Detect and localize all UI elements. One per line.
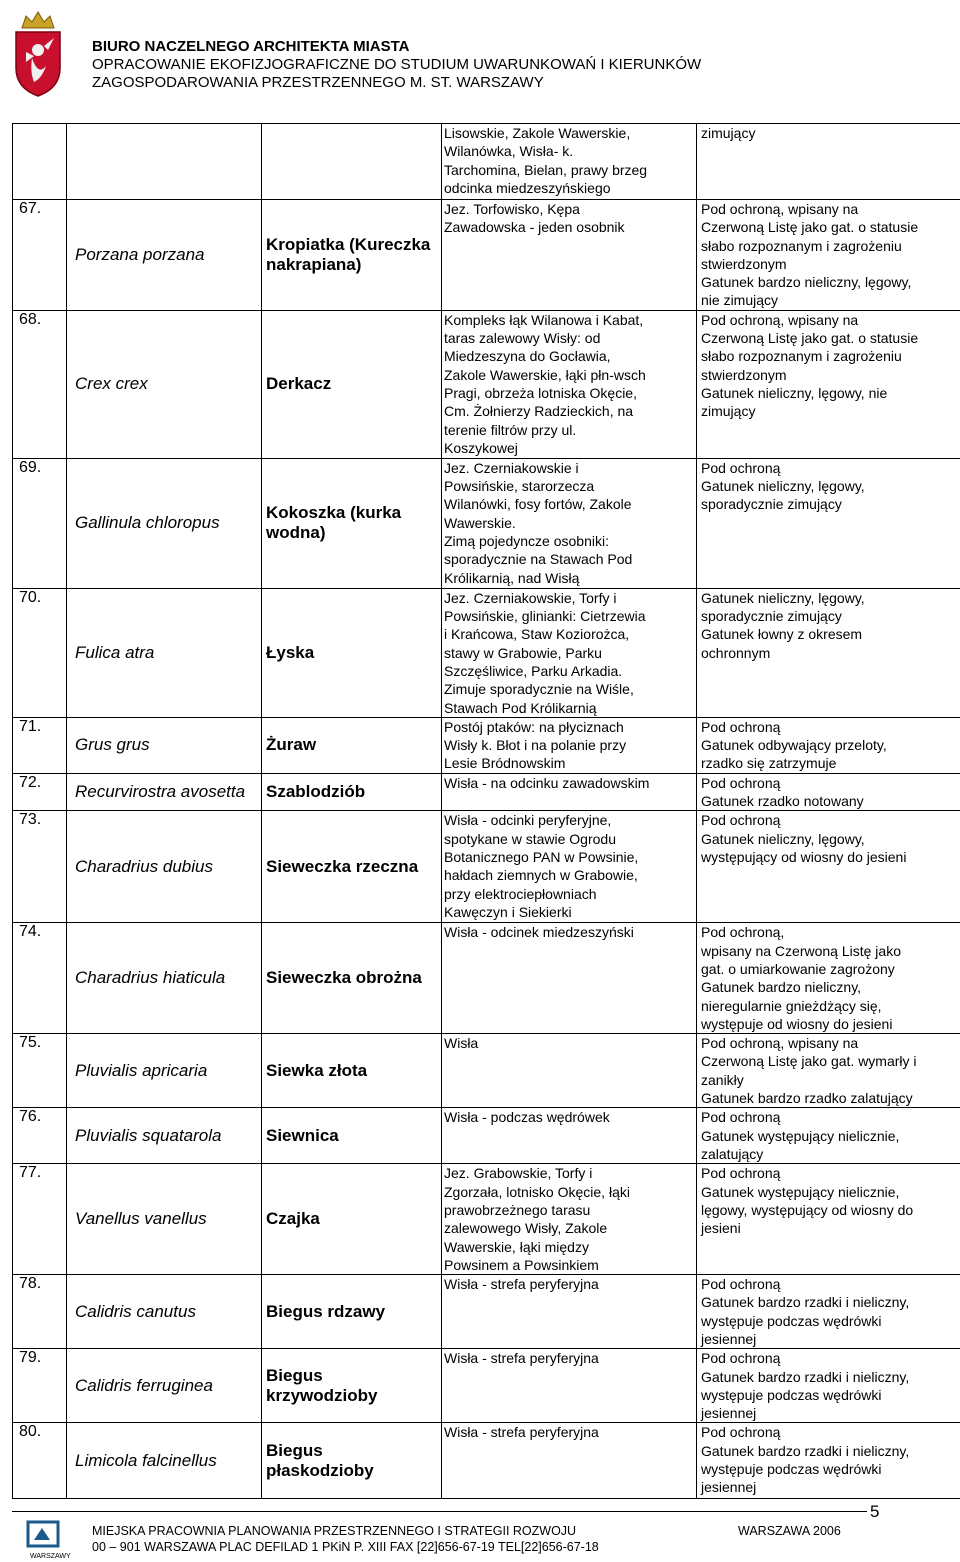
- status-line: Pod ochroną: [701, 718, 781, 735]
- row-number-text: 70.: [19, 588, 42, 606]
- polish-name: Sieweczka rzeczna: [266, 856, 419, 876]
- status-line: Gatunek bardzo rzadki i nieliczny,: [701, 1368, 910, 1385]
- location-line: Wilanówka, Wisła- k.: [444, 143, 574, 160]
- row-number: [13, 310, 67, 458]
- location-cell: [442, 1108, 697, 1164]
- polish-name-cell: [262, 1164, 442, 1275]
- location-line: Wisła - podczas wędrówek: [444, 1109, 610, 1126]
- status-line: zalatujący: [701, 1145, 764, 1162]
- row-number: [13, 458, 67, 588]
- table-row: [13, 310, 960, 458]
- row-number: [13, 1423, 67, 1499]
- location-cell: [442, 458, 697, 588]
- row-number-text: 79.: [19, 1349, 42, 1367]
- status-line: nieregularnie gnieżdżący się,: [701, 997, 882, 1014]
- status-line: jesiennej: [701, 1479, 757, 1496]
- latin-name: Charadrius dubius: [75, 856, 213, 876]
- table-row: [13, 200, 960, 311]
- status-cell: [697, 773, 960, 811]
- status-line: występuje od wiosny do jesieni: [701, 1015, 893, 1032]
- location-line: Miedzeszyna do Gocławia,: [444, 348, 611, 365]
- location-line: Jez. Czerniakowskie i: [444, 459, 579, 476]
- location-line: Zgorzała, lotnisko Okęcie, łąki: [444, 1183, 630, 1200]
- row-number-text: 76.: [19, 1108, 42, 1126]
- location-line: i Krańcowa, Staw Koziorożca,: [444, 626, 630, 643]
- location-cell: [442, 1164, 697, 1275]
- table-row: [13, 923, 960, 1034]
- location-line: Wisła - odcinek miedzeszyński: [444, 924, 634, 941]
- polish-name-cell: [262, 717, 442, 773]
- status-line: Pod ochroną: [701, 459, 781, 476]
- warsaw-coat-of-arms-icon: [12, 6, 64, 98]
- row-number: [13, 1275, 67, 1349]
- row-number: [13, 1349, 67, 1423]
- table-row: [13, 773, 960, 811]
- latin-name-cell: [67, 717, 262, 773]
- polish-name: Siewnica: [266, 1125, 339, 1145]
- table-row: [13, 1349, 960, 1423]
- status-line: Pod ochroną, wpisany na: [701, 311, 859, 328]
- table-row: [13, 811, 960, 923]
- polish-name: Czajka: [266, 1209, 320, 1229]
- location-cell: [442, 773, 697, 811]
- status-line: Gatunek nieliczny, lęgowy, nie: [701, 384, 888, 401]
- table-row: [13, 588, 960, 717]
- location-line: Cm. Żołnierzy Radzieckich, na: [444, 403, 634, 420]
- status-line: Czerwoną Listę jako gat. o statusie: [701, 330, 919, 347]
- logo-caption: WARSZAWY: [30, 1553, 71, 1560]
- status-line: gat. o umiarkowanie zagrożony: [701, 960, 895, 977]
- status-line: jesiennej: [701, 1330, 757, 1347]
- latin-name: Recurvirostra avosetta: [75, 782, 246, 802]
- header-office-name: BIURO NACZELNEGO ARCHITEKTA MIASTA: [92, 38, 410, 55]
- location-line: Wisła - strefa peryferyjna: [444, 1424, 599, 1441]
- species-table: [12, 123, 960, 1499]
- latin-name-cell: [67, 1034, 262, 1108]
- latin-name: Pluvialis apricaria: [75, 1060, 208, 1080]
- polish-name-cell: [262, 1349, 442, 1423]
- latin-name-cell: [67, 1108, 262, 1164]
- location-line: Lesie Bródnowskim: [444, 755, 566, 772]
- polish-name-cell: [262, 1034, 442, 1108]
- status-line: Pod ochroną: [701, 1109, 781, 1126]
- status-line: Pod ochroną, wpisany na: [701, 201, 859, 217]
- table-row: [13, 1164, 960, 1275]
- polish-name-cell: [262, 588, 442, 717]
- table-row: [13, 124, 960, 200]
- status-line: Pod ochroną, wpisany na: [701, 1035, 859, 1052]
- status-line: Pod ochroną: [701, 1424, 781, 1441]
- location-line: Królikarnią, nad Wisłą: [444, 569, 580, 586]
- location-line: Wilanówki, fosy fortów, Zakole: [444, 496, 632, 513]
- location-cell: [442, 1034, 697, 1108]
- row-number: [13, 200, 67, 311]
- status-line: słabo rozpoznanym i zagrożeniu: [701, 237, 902, 254]
- location-line: Zawadowska - jeden osobnik: [444, 219, 625, 236]
- location-cell: [442, 1275, 697, 1349]
- latin-name: Pluvialis squatarola: [75, 1125, 222, 1145]
- row-number: [13, 124, 67, 200]
- row-number-text: 68.: [19, 310, 42, 328]
- status-cell: [697, 811, 960, 923]
- polish-name: Kokoszka (kurka wodna): [266, 503, 402, 543]
- status-line: rzadko się zatrzymuje: [701, 755, 837, 772]
- status-line: Gatunek bardzo nieliczny,: [701, 979, 862, 996]
- header-project-line-1: OPRACOWANIE EKOFIZJOGRAFICZNE DO STUDIUM UWARUNKOWAŃ I KIERUNKÓW: [92, 56, 702, 73]
- polish-name: Siewka złota: [266, 1060, 368, 1080]
- location-line: stawy w Grabowie, Parku: [444, 644, 602, 661]
- header-project-line-2: ZAGOSPODAROWANIA PRZESTRZENNEGO M. ST. WARSZAWY: [92, 74, 544, 91]
- location-line: Wisła - strefa peryferyjna: [444, 1350, 599, 1367]
- location-line: Wawerskie, łąki między: [444, 1238, 589, 1255]
- location-line: Wisła - odcinki peryferyjne,: [444, 812, 612, 829]
- footer-institution: MIEJSKA PRACOWNIA PLANOWANIA PRZESTRZENNEGO I STRATEGII ROZWOJU: [92, 1524, 577, 1538]
- location-line: Jez. Grabowskie, Torfy i: [444, 1165, 593, 1182]
- row-number: [13, 923, 67, 1034]
- location-line: spotykane w stawie Ogrodu: [444, 830, 616, 847]
- status-line: słabo rozpoznanym i zagrożeniu: [701, 348, 902, 365]
- status-cell: [697, 588, 960, 717]
- location-cell: [442, 717, 697, 773]
- location-line: prawobrzeżnego tarasu: [444, 1201, 591, 1218]
- table-row: [13, 1034, 960, 1108]
- status-line: Gatunek odbywający przeloty,: [701, 737, 887, 754]
- latin-name: Porzana porzana: [75, 244, 205, 264]
- row-number-text: 72.: [19, 773, 42, 791]
- status-line: Gatunek nieliczny, lęgowy,: [701, 589, 865, 606]
- polish-name: Żuraw: [266, 735, 317, 755]
- location-line: Lisowskie, Zakole Wawerskie,: [444, 125, 631, 141]
- location-line: Powsińskie, glinianki: Cietrzewia: [444, 608, 646, 625]
- polish-name: Biegus krzywodzioby: [266, 1365, 378, 1405]
- row-number: [13, 1034, 67, 1108]
- polish-name-cell: [262, 923, 442, 1034]
- polish-name-cell: [262, 1108, 442, 1164]
- location-cell: [442, 923, 697, 1034]
- latin-name: Grus grus: [75, 735, 150, 755]
- status-line: Pod ochroną: [701, 774, 781, 791]
- location-line: Wawerskie.: [444, 514, 516, 531]
- location-line: Tarchomina, Bielan, prawy brzeg: [444, 161, 648, 178]
- latin-name-cell: [67, 1275, 262, 1349]
- latin-name-cell: [67, 811, 262, 923]
- row-number-text: 75.: [19, 1034, 42, 1052]
- status-line: występuje podczas wędrówki: [701, 1461, 882, 1478]
- location-line: Kawęczyn i Siekierki: [444, 903, 572, 920]
- status-cell: [697, 310, 960, 458]
- polish-name: Łyska: [266, 642, 315, 662]
- row-number: [13, 717, 67, 773]
- polish-name-cell: [262, 811, 442, 923]
- status-line: stwierdzonym: [701, 255, 787, 272]
- status-line: wpisany na Czerwoną Listę jako: [701, 942, 901, 959]
- polish-name-cell: [262, 1423, 442, 1499]
- polish-name: Derkacz: [266, 374, 332, 394]
- location-line: Kompleks łąk Wilanowa i Kabat,: [444, 311, 644, 328]
- status-line: stwierdzonym: [701, 366, 787, 383]
- row-number-text: 67.: [19, 200, 42, 217]
- status-cell: [697, 200, 960, 311]
- latin-name: Fulica atra: [75, 642, 155, 662]
- location-line: Powsińskie, starorzecza: [444, 478, 595, 495]
- location-line: Pragi, obrzeża lotniska Okęcie,: [444, 384, 637, 401]
- latin-name-cell: [67, 200, 262, 311]
- latin-name: Calidris canutus: [75, 1301, 196, 1321]
- latin-name: Gallinula chloropus: [75, 513, 220, 533]
- status-line: Pod ochroną: [701, 812, 781, 829]
- location-line: terenie filtrów przy ul.: [444, 421, 577, 438]
- page-number: 5: [870, 1502, 880, 1521]
- location-line: Powsinem a Powsinkiem: [444, 1256, 599, 1273]
- status-line: Pod ochroną: [701, 1350, 781, 1367]
- latin-name-cell: [67, 458, 262, 588]
- location-line: taras zalewowy Wisły: od: [444, 330, 601, 347]
- status-line: Gatunek bardzo rzadko zalatujący: [701, 1090, 913, 1107]
- row-number: [13, 1108, 67, 1164]
- table-row: [13, 1275, 960, 1349]
- polish-name: Biegus rdzawy: [266, 1301, 386, 1321]
- status-line: Gatunek nieliczny, lęgowy,: [701, 830, 865, 847]
- status-line: Pod ochroną: [701, 1276, 781, 1293]
- location-line: Jez. Czerniakowskie, Torfy i: [444, 589, 617, 606]
- location-line: Zakole Wawerskie, łąki płn-wsch: [444, 366, 646, 383]
- table-row: [13, 1108, 960, 1164]
- location-cell: [442, 588, 697, 717]
- status-cell: [697, 1164, 960, 1275]
- row-number: [13, 588, 67, 717]
- status-cell: [697, 717, 960, 773]
- row-number: [13, 773, 67, 811]
- row-number-text: 73.: [19, 811, 42, 829]
- location-cell: [442, 1423, 697, 1499]
- status-line: jesieni: [701, 1220, 741, 1237]
- status-line: zanikły: [701, 1071, 744, 1088]
- location-line: Wisła - strefa peryferyjna: [444, 1276, 599, 1293]
- location-cell: [442, 200, 697, 311]
- status-line: jesiennej: [701, 1405, 757, 1422]
- latin-name: Calidris ferruginea: [75, 1375, 213, 1395]
- location-cell: [442, 310, 697, 458]
- location-line: Wisła - na odcinku zawadowskim: [444, 774, 650, 791]
- row-number-text: 74.: [19, 923, 42, 941]
- row-number-text: 69.: [19, 458, 42, 476]
- row-number: [13, 811, 67, 923]
- latin-name-cell: [67, 1423, 262, 1499]
- status-line: sporadycznie zimujący: [701, 608, 842, 625]
- location-line: Jez. Torfowisko, Kępa: [444, 201, 580, 217]
- polish-name-cell: [262, 124, 442, 200]
- status-line: Gatunek występujący nielicznie,: [701, 1127, 900, 1144]
- location-cell: [442, 1349, 697, 1423]
- page-header: [0, 0, 960, 100]
- mppisr-logo-icon: [12, 1516, 72, 1560]
- status-cell: [697, 458, 960, 588]
- row-number-text: 77.: [19, 1164, 42, 1182]
- table-row: [13, 1423, 960, 1499]
- status-line: Czerwoną Listę jako gat. o statusie: [701, 219, 919, 236]
- polish-name: Sieweczka obrożna: [266, 968, 422, 988]
- latin-name-cell: [67, 588, 262, 717]
- status-line: nie zimujący: [701, 292, 779, 309]
- status-cell: [697, 1275, 960, 1349]
- status-line: Czerwoną Listę jako gat. wymarły i: [701, 1053, 917, 1070]
- status-cell: [697, 1108, 960, 1164]
- polish-name: Kropiatka (Kureczka nakrapiana): [266, 234, 431, 274]
- latin-name-cell: [67, 1349, 262, 1423]
- status-line: występuje podczas wędrówki: [701, 1312, 882, 1329]
- location-line: zalewowego Wisły, Zakole: [444, 1220, 608, 1237]
- status-line: sporadycznie zimujący: [701, 496, 842, 513]
- location-line: Botanicznego PAN w Powsinie,: [444, 848, 639, 865]
- status-line: występujący od wiosny do jesieni: [701, 848, 907, 865]
- status-line: Gatunek bardzo nieliczny, lęgowy,: [701, 274, 912, 291]
- location-cell: [442, 811, 697, 923]
- location-line: Zimuje sporadycznie na Wiśle,: [444, 681, 634, 698]
- latin-name-cell: [67, 124, 262, 200]
- latin-name-cell: [67, 1164, 262, 1275]
- location-line: Postój ptaków: na płyciznach: [444, 718, 624, 735]
- status-line: lęgowy, występujący od wiosny do: [701, 1201, 914, 1218]
- location-line: Zimą pojedyncze osobniki:: [444, 532, 609, 549]
- status-line: Gatunek bardzo rzadki i nieliczny,: [701, 1294, 910, 1311]
- row-number-text: 80.: [19, 1423, 42, 1441]
- location-line: hałdach ziemnych w Grabowie,: [444, 867, 638, 884]
- footer-city-year: WARSZAWA 2006: [738, 1524, 841, 1538]
- footer-address: 00 – 901 WARSZAWA PLAC DEFILAD 1 PKiN P. XIII FAX [22]656-67-19 TEL[22]656-67-18: [92, 1540, 599, 1554]
- location-line: Stawach Pod Królikarnią: [444, 699, 597, 716]
- latin-name: Crex crex: [75, 374, 148, 394]
- status-cell: [697, 1349, 960, 1423]
- status-line: występuje podczas wędrówki: [701, 1386, 882, 1403]
- table-row: [13, 717, 960, 773]
- row-number-text: 71.: [19, 717, 42, 735]
- status-cell: [697, 923, 960, 1034]
- location-line: Wisły k. Błot i na polanie przy: [444, 737, 627, 754]
- latin-name-cell: [67, 773, 262, 811]
- table-row: [13, 458, 960, 588]
- status-cell: [697, 1423, 960, 1499]
- status-line: Gatunek rzadko notowany: [701, 793, 864, 810]
- latin-name-cell: [67, 310, 262, 458]
- polish-name-cell: [262, 458, 442, 588]
- status-cell: [697, 1034, 960, 1108]
- latin-name-cell: [67, 923, 262, 1034]
- row-number: [13, 1164, 67, 1275]
- location-line: Wisła: [444, 1035, 479, 1052]
- polish-name-cell: [262, 1275, 442, 1349]
- row-number-text: 78.: [19, 1275, 42, 1293]
- polish-name-cell: [262, 310, 442, 458]
- status-line: Pod ochroną: [701, 1165, 781, 1182]
- location-cell: [442, 124, 697, 200]
- latin-name: Limicola falcinellus: [75, 1450, 217, 1470]
- polish-name: Biegus płaskodzioby: [266, 1440, 374, 1480]
- location-line: przy elektrociepłowniach: [444, 885, 597, 902]
- polish-name: Szablodziób: [266, 782, 366, 802]
- status-line: Gatunek łowny z okresem: [701, 626, 863, 643]
- status-line: Gatunek nieliczny, lęgowy,: [701, 478, 865, 495]
- polish-name-cell: [262, 773, 442, 811]
- status-line: Gatunek występujący nielicznie,: [701, 1183, 900, 1200]
- location-line: odcinka miedzeszyńskiego: [444, 179, 611, 196]
- location-line: Koszykowej: [444, 439, 518, 456]
- status-line: Gatunek bardzo rzadki i nieliczny,: [701, 1442, 910, 1459]
- footer-divider: [12, 1511, 867, 1512]
- status-cell: [697, 124, 960, 200]
- status-line: Pod ochroną,: [701, 924, 785, 941]
- polish-name-cell: [262, 200, 442, 311]
- location-line: Szczęśliwice, Parku Arkadia.: [444, 662, 623, 679]
- status-line: zimujący: [701, 403, 756, 420]
- status-line: ochronnym: [701, 644, 771, 661]
- page-footer: [0, 1500, 960, 1562]
- latin-name: Charadrius hiaticula: [75, 968, 226, 988]
- status-line: zimujący: [701, 125, 756, 141]
- location-line: sporadycznie na Stawach Pod: [444, 551, 633, 568]
- latin-name: Vanellus vanellus: [75, 1209, 207, 1229]
